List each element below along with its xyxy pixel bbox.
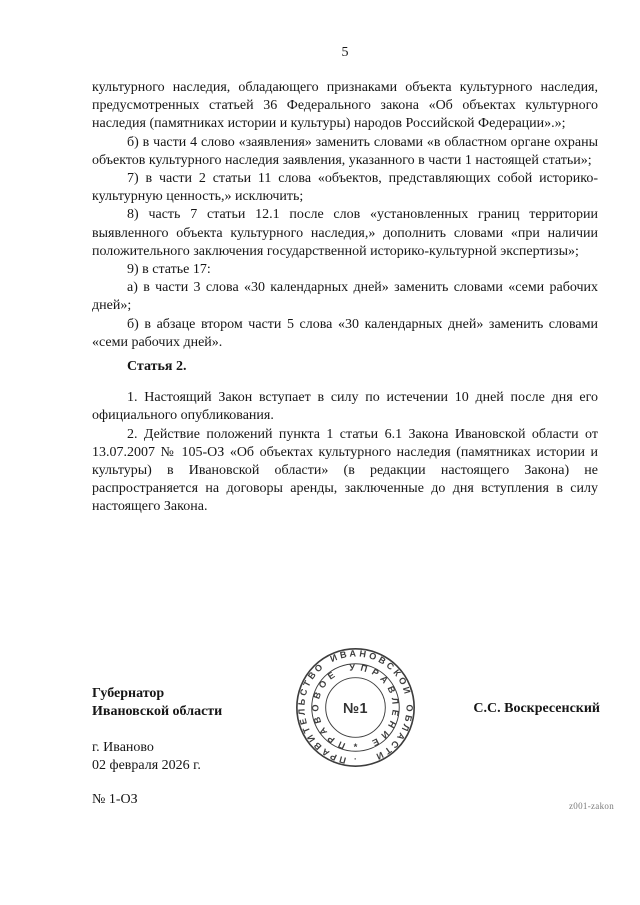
signer-name: С.С. Воскресенский — [473, 701, 600, 716]
signer-position-line2: Ивановской области — [92, 703, 223, 719]
amendment-item-7: 7) в части 2 статьи 11 слова «объектов, представляющих собой историко-культурную ценность,» исключить; — [92, 171, 598, 205]
stamp-center-number: №1 — [342, 700, 369, 717]
signature-place-date — [92, 739, 201, 775]
page-number: 5 — [341, 45, 349, 60]
article2-clause-2: 2. Действие положений пункта 1 статьи 6.1 Закона Ивановской области от 13.07.2007 № 105-ОЗ «Об объектах культурного наследия (памятниках истории и культуры) в Ивановской области» (в редакции настоящего Закона) не распространяется на договоры аренды, заключенные до дня вступления в силу настоящего Закона. — [92, 426, 598, 515]
signer-position — [92, 685, 222, 720]
stamp-star-separator: * — [353, 741, 358, 753]
footer-watermark: z001-zakon — [569, 801, 614, 811]
stamp-seal-icon — [293, 645, 418, 770]
document-registration-number: № 1-ОЗ — [92, 792, 138, 807]
official-stamp — [293, 645, 418, 770]
stamp-dot-separator: · — [354, 753, 357, 764]
paragraph-continuation: культурного наследия, обладающего признаками объекта культурного наследия, предусмотренных статьей 36 Федерального закона «Об объектах культурного наследия (памятниках истории и культуры) народов Российской Федерации».»; — [92, 80, 598, 132]
stamp-inner-text: ПРАВОВОЕ УПРАВЛЕНИЕ — [310, 662, 401, 752]
amendment-item-b4: б) в части 4 слово «заявления» заменить словами «в областном органе охраны объектов культурного наследия заявления, указанного в части 1 настоящей статьи»; — [92, 134, 598, 168]
article2-clause-1: 1. Настоящий Закон вступает в силу по истечении 10 дней после дня его официального опубликования. — [92, 390, 598, 424]
document-body — [92, 79, 598, 517]
signature-place: г. Иваново — [92, 740, 154, 755]
amendment-item-9b: б) в абзаце втором части 5 слова «30 календарных дней» заменить словами «семи рабочих дней». — [92, 316, 598, 350]
article2-heading: Статья 2. — [127, 359, 187, 375]
stamp-outer-text: ПРАВИТЕЛЬСТВО ИВАНОВСКОЙ ОБЛАСТИ — [296, 648, 415, 766]
signer-position-line1: Губернатор — [92, 686, 165, 701]
amendment-item-9: 9) в статье 17: — [127, 262, 211, 278]
amendment-item-9a: а) в части 3 слова «30 календарных дней» заменить словами «семи рабочих дней»; — [92, 280, 598, 314]
amendment-item-8: 8) часть 7 статьи 12.1 после слов «установленных границ территории выявленного объекта культурного наследия,» дополнить словами «при наличии положительного заключения государственной историко-культурной экспертизы»; — [92, 207, 598, 259]
signature-date: 02 февраля 2026 г. — [92, 758, 201, 773]
